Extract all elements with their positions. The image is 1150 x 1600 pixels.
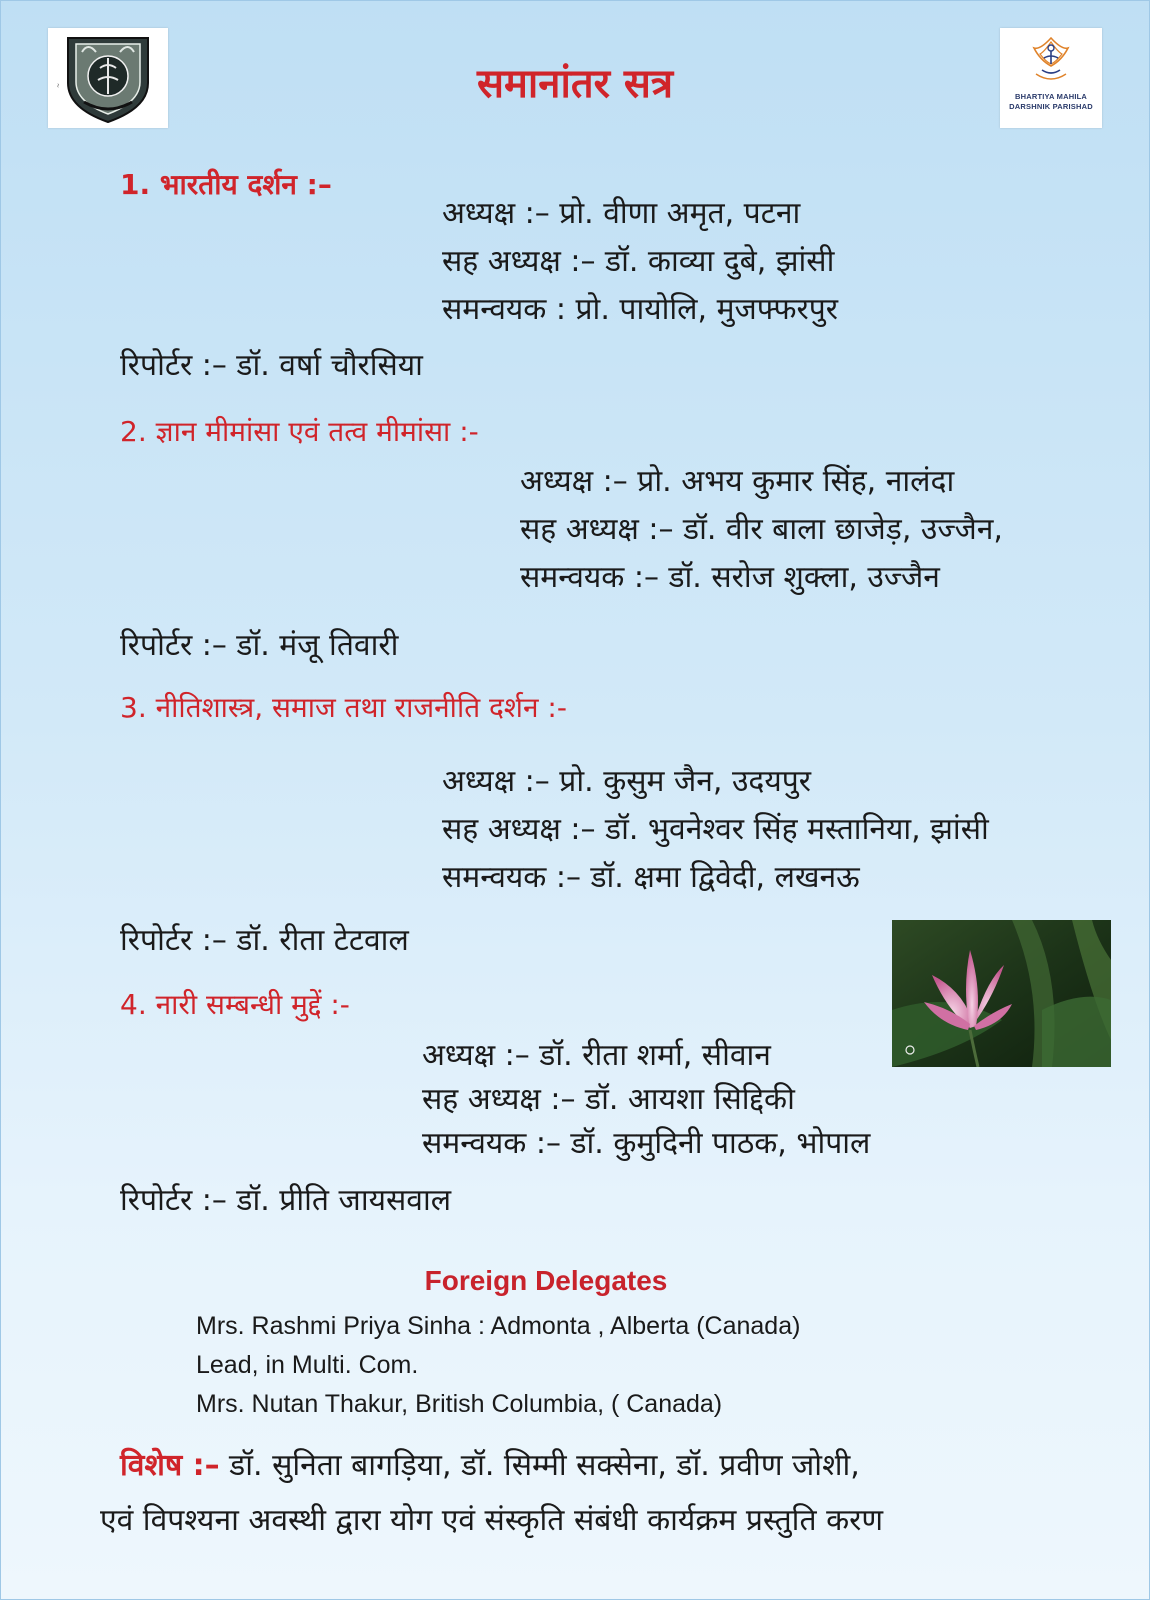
session-2-co-chair: सह अध्यक्ष :– डॉ. वीर बाला छाजेड़, उज्जैन, <box>520 512 1003 547</box>
foreign-delegates-heading: Foreign Delegates <box>424 1265 668 1296</box>
special-line-2: एवं विपश्यना अवस्थी द्वारा योग एवं संस्कृति संबंधी कार्यक्रम प्रस्तुति करण <box>100 1503 884 1538</box>
session-2-heading: 2. ज्ञान मीमांसा एवं तत्व मीमांसा :- <box>120 415 479 448</box>
session-3-heading: 3. नीतिशास्त्र, समाज तथा राजनीति दर्शन :- <box>120 691 567 724</box>
parishad-name-line1: BHARTIYA MAHILA <box>1014 92 1088 101</box>
special-label: विशेष :– <box>120 1448 220 1483</box>
session-4-chair: अध्यक्ष :– डॉ. रीता शर्मा, सीवान <box>422 1038 771 1073</box>
session-4-reporter: रिपोर्टर :– डॉ. प्रीति जायसवाल <box>120 1183 452 1218</box>
session-2-reporter: रिपोर्टर :– डॉ. मंजू तिवारी <box>120 628 399 663</box>
svg-text:~: ~ <box>55 82 62 88</box>
session-3-reporter: रिपोर्टर :– डॉ. रीता टेटवाल <box>120 923 409 958</box>
delegate-line: Mrs. Nutan Thakur, British Columbia, ( Canada) <box>196 1390 723 1418</box>
lotus-photo <box>892 920 1111 1067</box>
session-4-co-chair: सह अध्यक्ष :– डॉ. आयशा सिद्दिकी <box>422 1082 795 1117</box>
session-1-co-chair: सह अध्यक्ष :– डॉ. काव्या दुबे, झांसी <box>442 244 835 279</box>
page-title: समानांतर सत्र <box>476 60 674 107</box>
session-3-chair: अध्यक्ष :– प्रो. कुसुम जैन, उदयपुर <box>442 764 812 799</box>
session-3-co-chair: सह अध्यक्ष :– डॉ. भुवनेश्वर सिंह मस्तानिया, झांसी <box>442 812 989 847</box>
session-2-coordinator: समन्वयक :– डॉ. सरोज शुक्ला, उज्जैन <box>520 560 940 595</box>
delegate-line: Lead, in Multi. Com. <box>196 1351 419 1379</box>
parishad-name-line2: DARSHNIK PARISHAD <box>1009 102 1093 111</box>
session-3-coordinator: समन्वयक :– डॉ. क्षमा द्विवेदी, लखनऊ <box>442 860 860 895</box>
session-1-reporter: रिपोर्टर :– डॉ. वर्षा चौरसिया <box>120 348 423 383</box>
session-1-coordinator: समन्वयक : प्रो. पायोलि, मुजफ्फरपुर <box>442 292 839 327</box>
session-2-chair: अध्यक्ष :– प्रो. अभय कुमार सिंह, नालंदा <box>520 464 955 499</box>
session-4-heading: 4. नारी सम्बन्धी मुद्दें :- <box>120 988 350 1021</box>
delegate-line: Mrs. Rashmi Priya Sinha : Admonta , Alberta (Canada) <box>196 1312 801 1340</box>
session-4-coordinator: समन्वयक :– डॉ. कुमुदिनी पाठक, भोपाल <box>422 1126 871 1161</box>
lotus-flower-icon <box>892 920 1111 1067</box>
special-text-1: डॉ. सुनिता बागड़िया, डॉ. सिम्मी सक्सेना, डॉ. प्रवीण जोशी, <box>219 1448 860 1483</box>
session-1-chair: अध्यक्ष :– प्रो. वीणा अमृत, पटना <box>442 196 801 231</box>
session-1-heading: 1. भारतीय दर्शन :– <box>120 168 332 201</box>
special-line-1 <box>120 1443 860 1484</box>
